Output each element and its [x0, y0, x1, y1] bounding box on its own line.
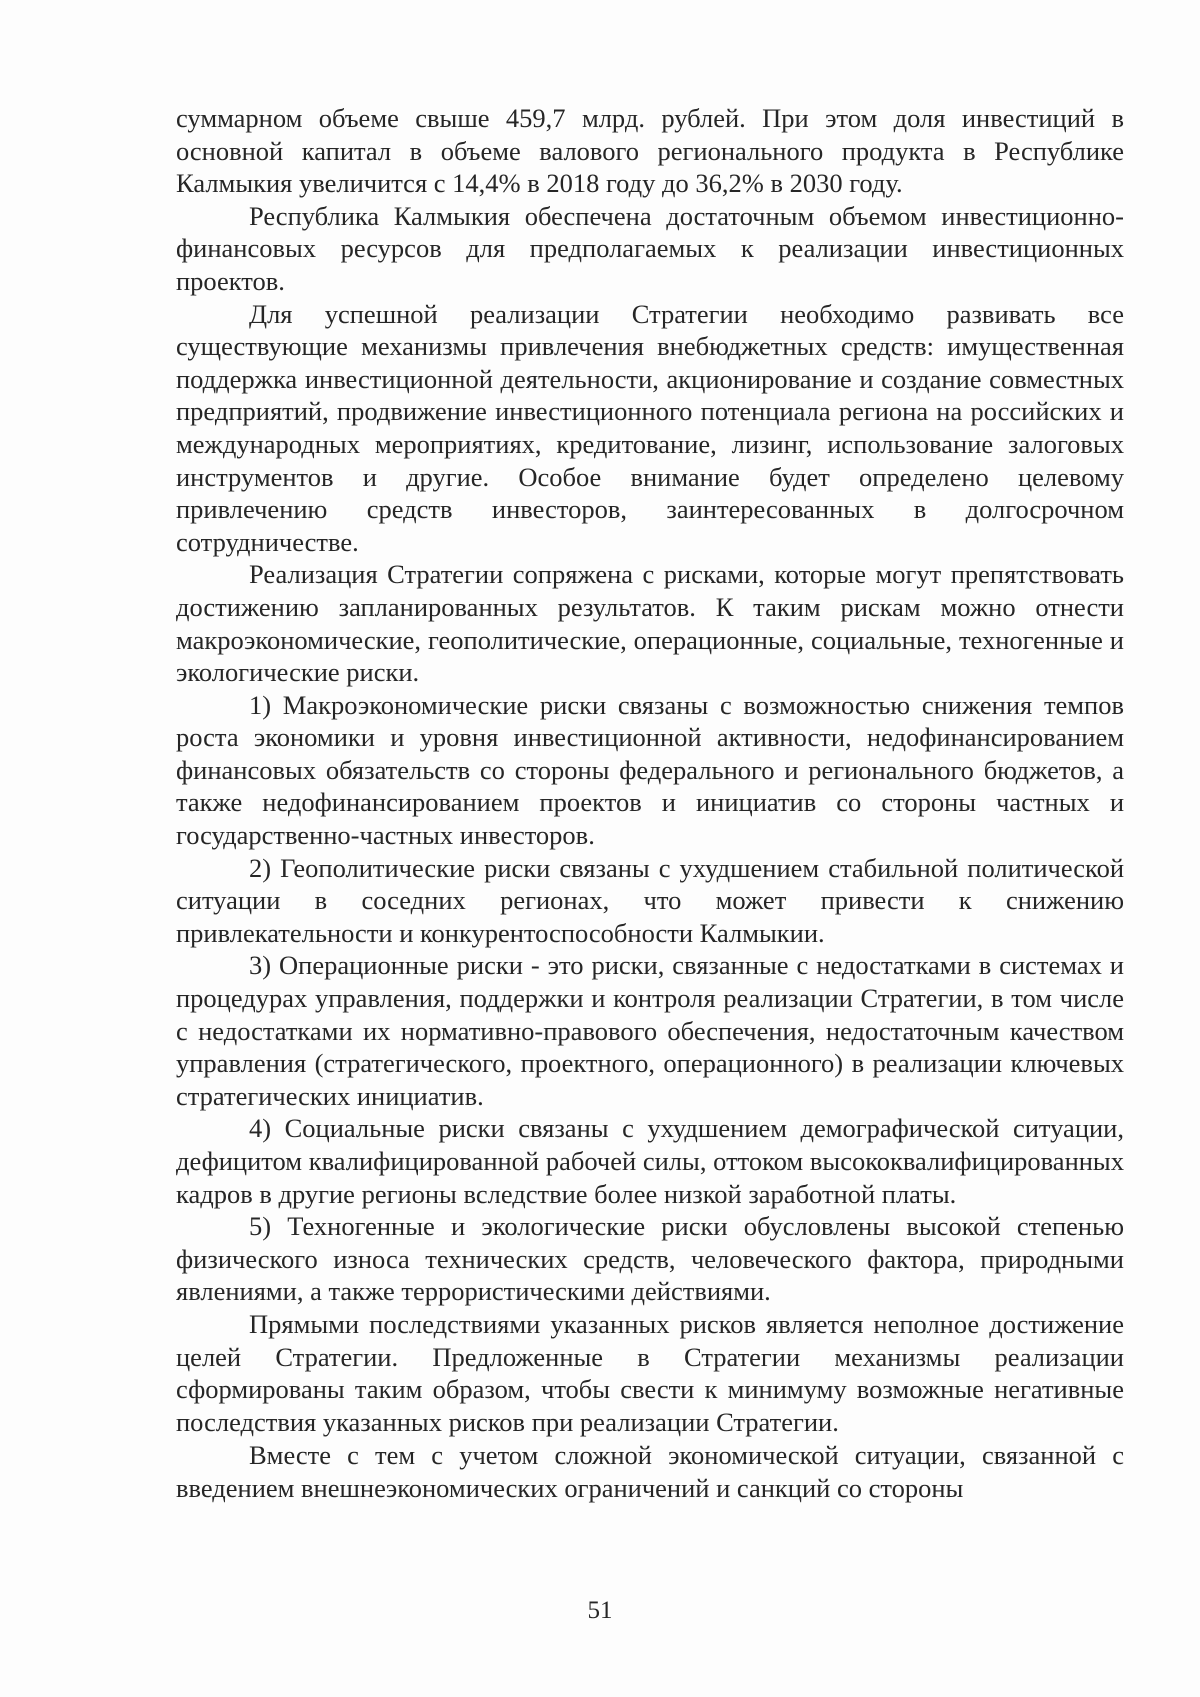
paragraph-risk-macroeconomic: 1) Макроэкономические риски связаны с возможностью снижения темпов роста экономики и уровня инвестиционной активности, недофинансированием финансовых обязательств со стороны федерального и регионального бюджетов, а также недофинансированием проектов и инициатив со стороны частных и государственно-частных инвесторов.	[176, 689, 1124, 851]
paragraph-consequences: Прямыми последствиями указанных рисков является неполное достижение целей Стратегии. Предложенные в Стратегии механизмы реализации сформированы таким образом, чтобы свести к минимуму возможные негативные последствия указанных рисков при реализации Стратегии.	[176, 1308, 1124, 1437]
paragraph-risk-operational: 3) Операционные риски - это риски, связанные с недостатками в системах и процедурах управления, поддержки и контроля реализации Стратегии, в том числе с недостатками их нормативно-правового обеспечения, недостаточным качеством управления (стратегического, проектного, операционного) в реализации ключевых стратегических инициатив.	[176, 950, 1124, 1111]
paragraph-risk-technogenic: 5) Техногенные и экологические риски обусловлены высокой степенью физического износа технических средств, человеческого фактора, природными явлениями, а также террористическими действиями.	[176, 1211, 1124, 1307]
paragraph-risks-intro: Реализация Стратегии сопряжена с рисками, которые могут препятствовать достижению запланированных результатов. К таким рискам можно отнести макроэкономические, геополитические, операционные, социальные, техногенные и экологические риски.	[176, 559, 1124, 688]
page-number: 51	[587, 1597, 613, 1624]
document-body	[176, 102, 1124, 1505]
paragraph-resources: Республика Калмыкия обеспечена достаточным объемом инвестиционно-финансовых ресурсов для предполагаемых к реализации инвестиционных проектов.	[176, 200, 1124, 296]
paragraph-sanctions: Вместе с тем с учетом сложной экономической ситуации, связанной с введением внешнеэкономических ограничений и санкций со стороны	[176, 1440, 1124, 1503]
paragraph-risk-geopolitical: 2) Геополитические риски связаны с ухудшением стабильной политической ситуации в соседних регионах, что может привести к снижению привлекательности и конкурентоспособности Калмыкии.	[176, 852, 1124, 948]
paragraph-risk-social: 4) Социальные риски связаны с ухудшением демографической ситуации, дефицитом квалифицированной рабочей силы, оттоком высококвалифицированных кадров в другие регионы вследствие более низкой заработной платы.	[176, 1113, 1124, 1209]
paragraph-mechanisms: Для успешной реализации Стратегии необходимо развивать все существующие механизмы привлечения внебюджетных средств: имущественная поддержка инвестиционной деятельности, акционирование и создание совместных предприятий, продвижение инвестиционного потенциала региона на российских и международных мероприятиях, кредитование, лизинг, использование залоговых инструментов и другие. Особое внимание будет определено целевому привлечению средств инвесторов, заинтересованных в долгосрочном сотрудничестве.	[176, 298, 1124, 557]
paragraph-continuation: суммарном объеме свыше 459,7 млрд. рублей. При этом доля инвестиций в основной капитал в объеме валового регионального продукта в Республике Калмыкия увеличится с 14,4% в 2018 году до 36,2% в 2030 году.	[176, 103, 1124, 199]
